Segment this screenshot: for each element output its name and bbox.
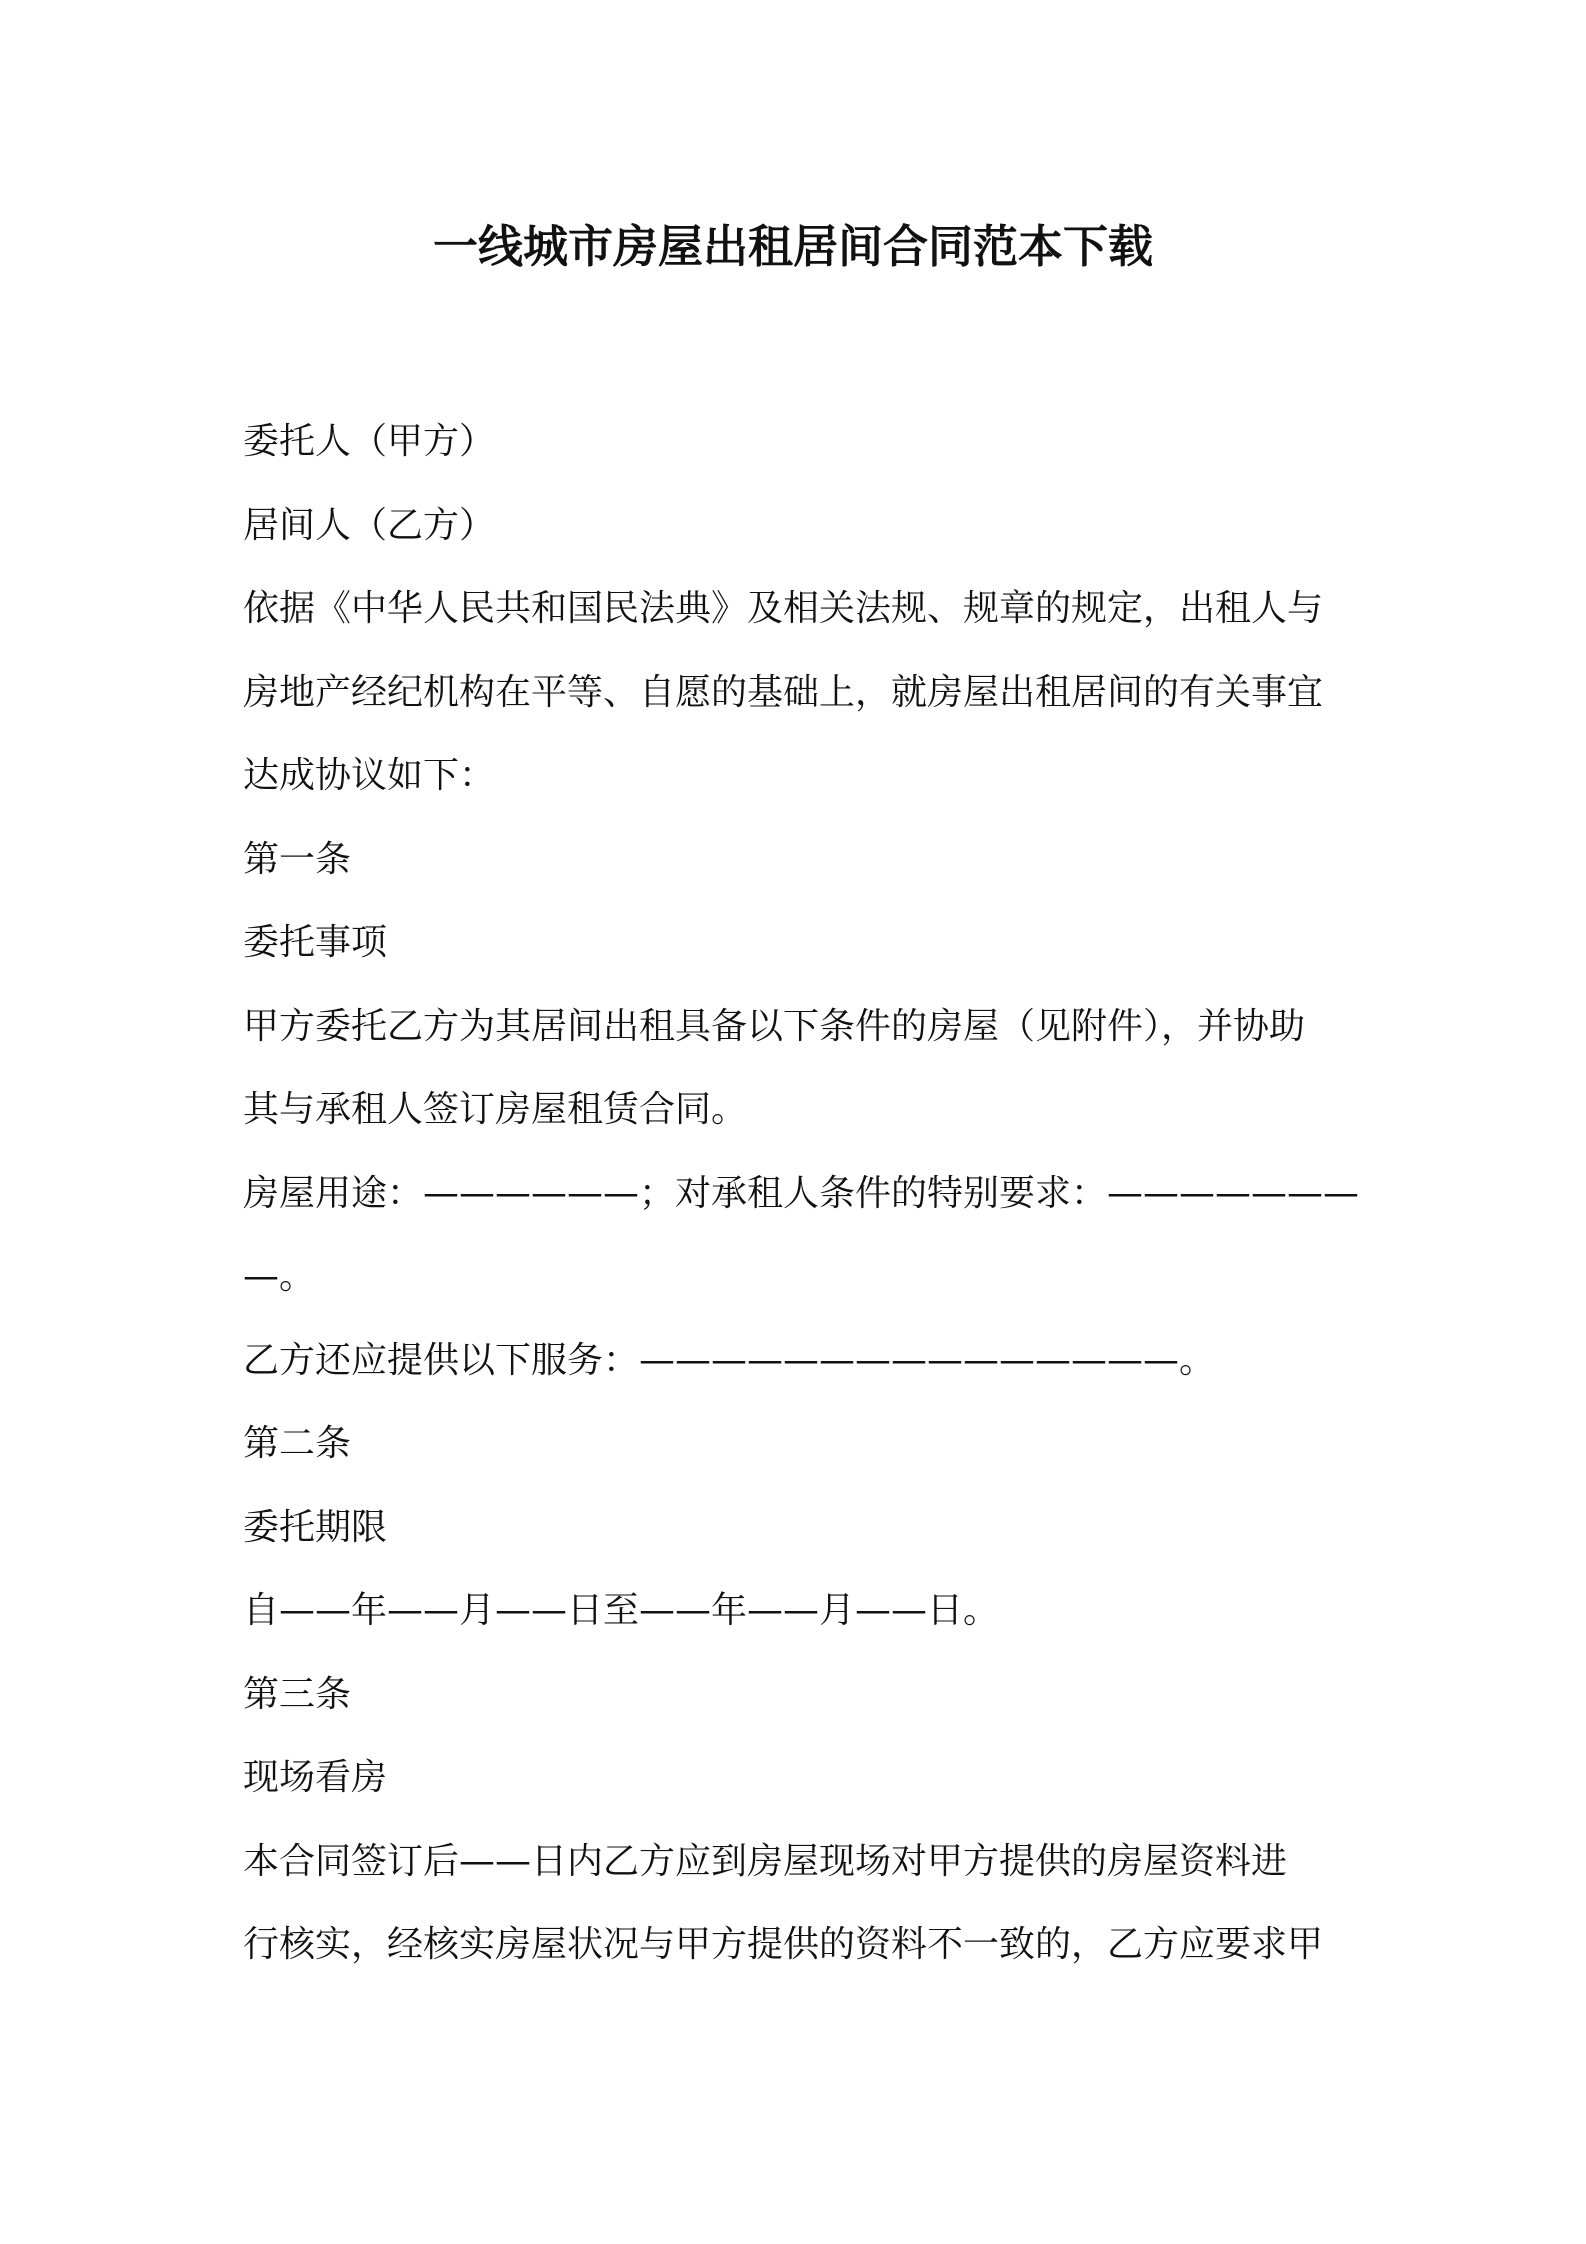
article-1-title: 委托事项 <box>243 922 388 963</box>
preamble-line-1: 依据《中华人民共和国民法典》及相关法规、规章的规定，出租人与 <box>243 588 1324 629</box>
preamble-line-3: 达成协议如下： <box>243 755 496 796</box>
article-3-heading: 第三条 <box>243 1673 352 1715</box>
document-title: 一线城市房屋出租居间合同范本下载 <box>432 220 1153 273</box>
document-body <box>243 400 1360 1987</box>
article-1-heading: 第一条 <box>243 838 352 880</box>
article-3-text-line-2: 行核实，经核实房屋状况与甲方提供的资料不一致的，乙方应要求甲 <box>243 1924 1324 1965</box>
article-2-heading: 第二条 <box>243 1423 352 1464</box>
preamble-line-2: 房地产经纪机构在平等、自愿的基础上，就房屋出租居间的有关事宜 <box>243 671 1324 713</box>
term-dates-line: 自——年——月——日至——年——月——日。 <box>243 1590 999 1631</box>
article-1-text-line-1: 甲方委托乙方为其居间出租具备以下条件的房屋（见附件），并协助 <box>243 1005 1306 1047</box>
article-3-title: 现场看房 <box>243 1757 388 1798</box>
house-use-line-1: 房屋用途：——————；对承租人条件的特别要求：——————— <box>243 1172 1360 1214</box>
article-1-text-line-2: 其与承租人签订房屋租赁合同。 <box>243 1089 748 1130</box>
party-b-line: 居间人（乙方） <box>243 504 496 546</box>
services-line: 乙方还应提供以下服务：———————————————。 <box>243 1339 1216 1381</box>
house-use-line-2: —。 <box>243 1256 316 1297</box>
article-2-title: 委托期限 <box>243 1506 388 1548</box>
article-3-text-line-1: 本合同签订后——日内乙方应到房屋现场对甲方提供的房屋资料进 <box>243 1840 1288 1882</box>
party-a-line: 委托人（甲方） <box>243 421 496 462</box>
